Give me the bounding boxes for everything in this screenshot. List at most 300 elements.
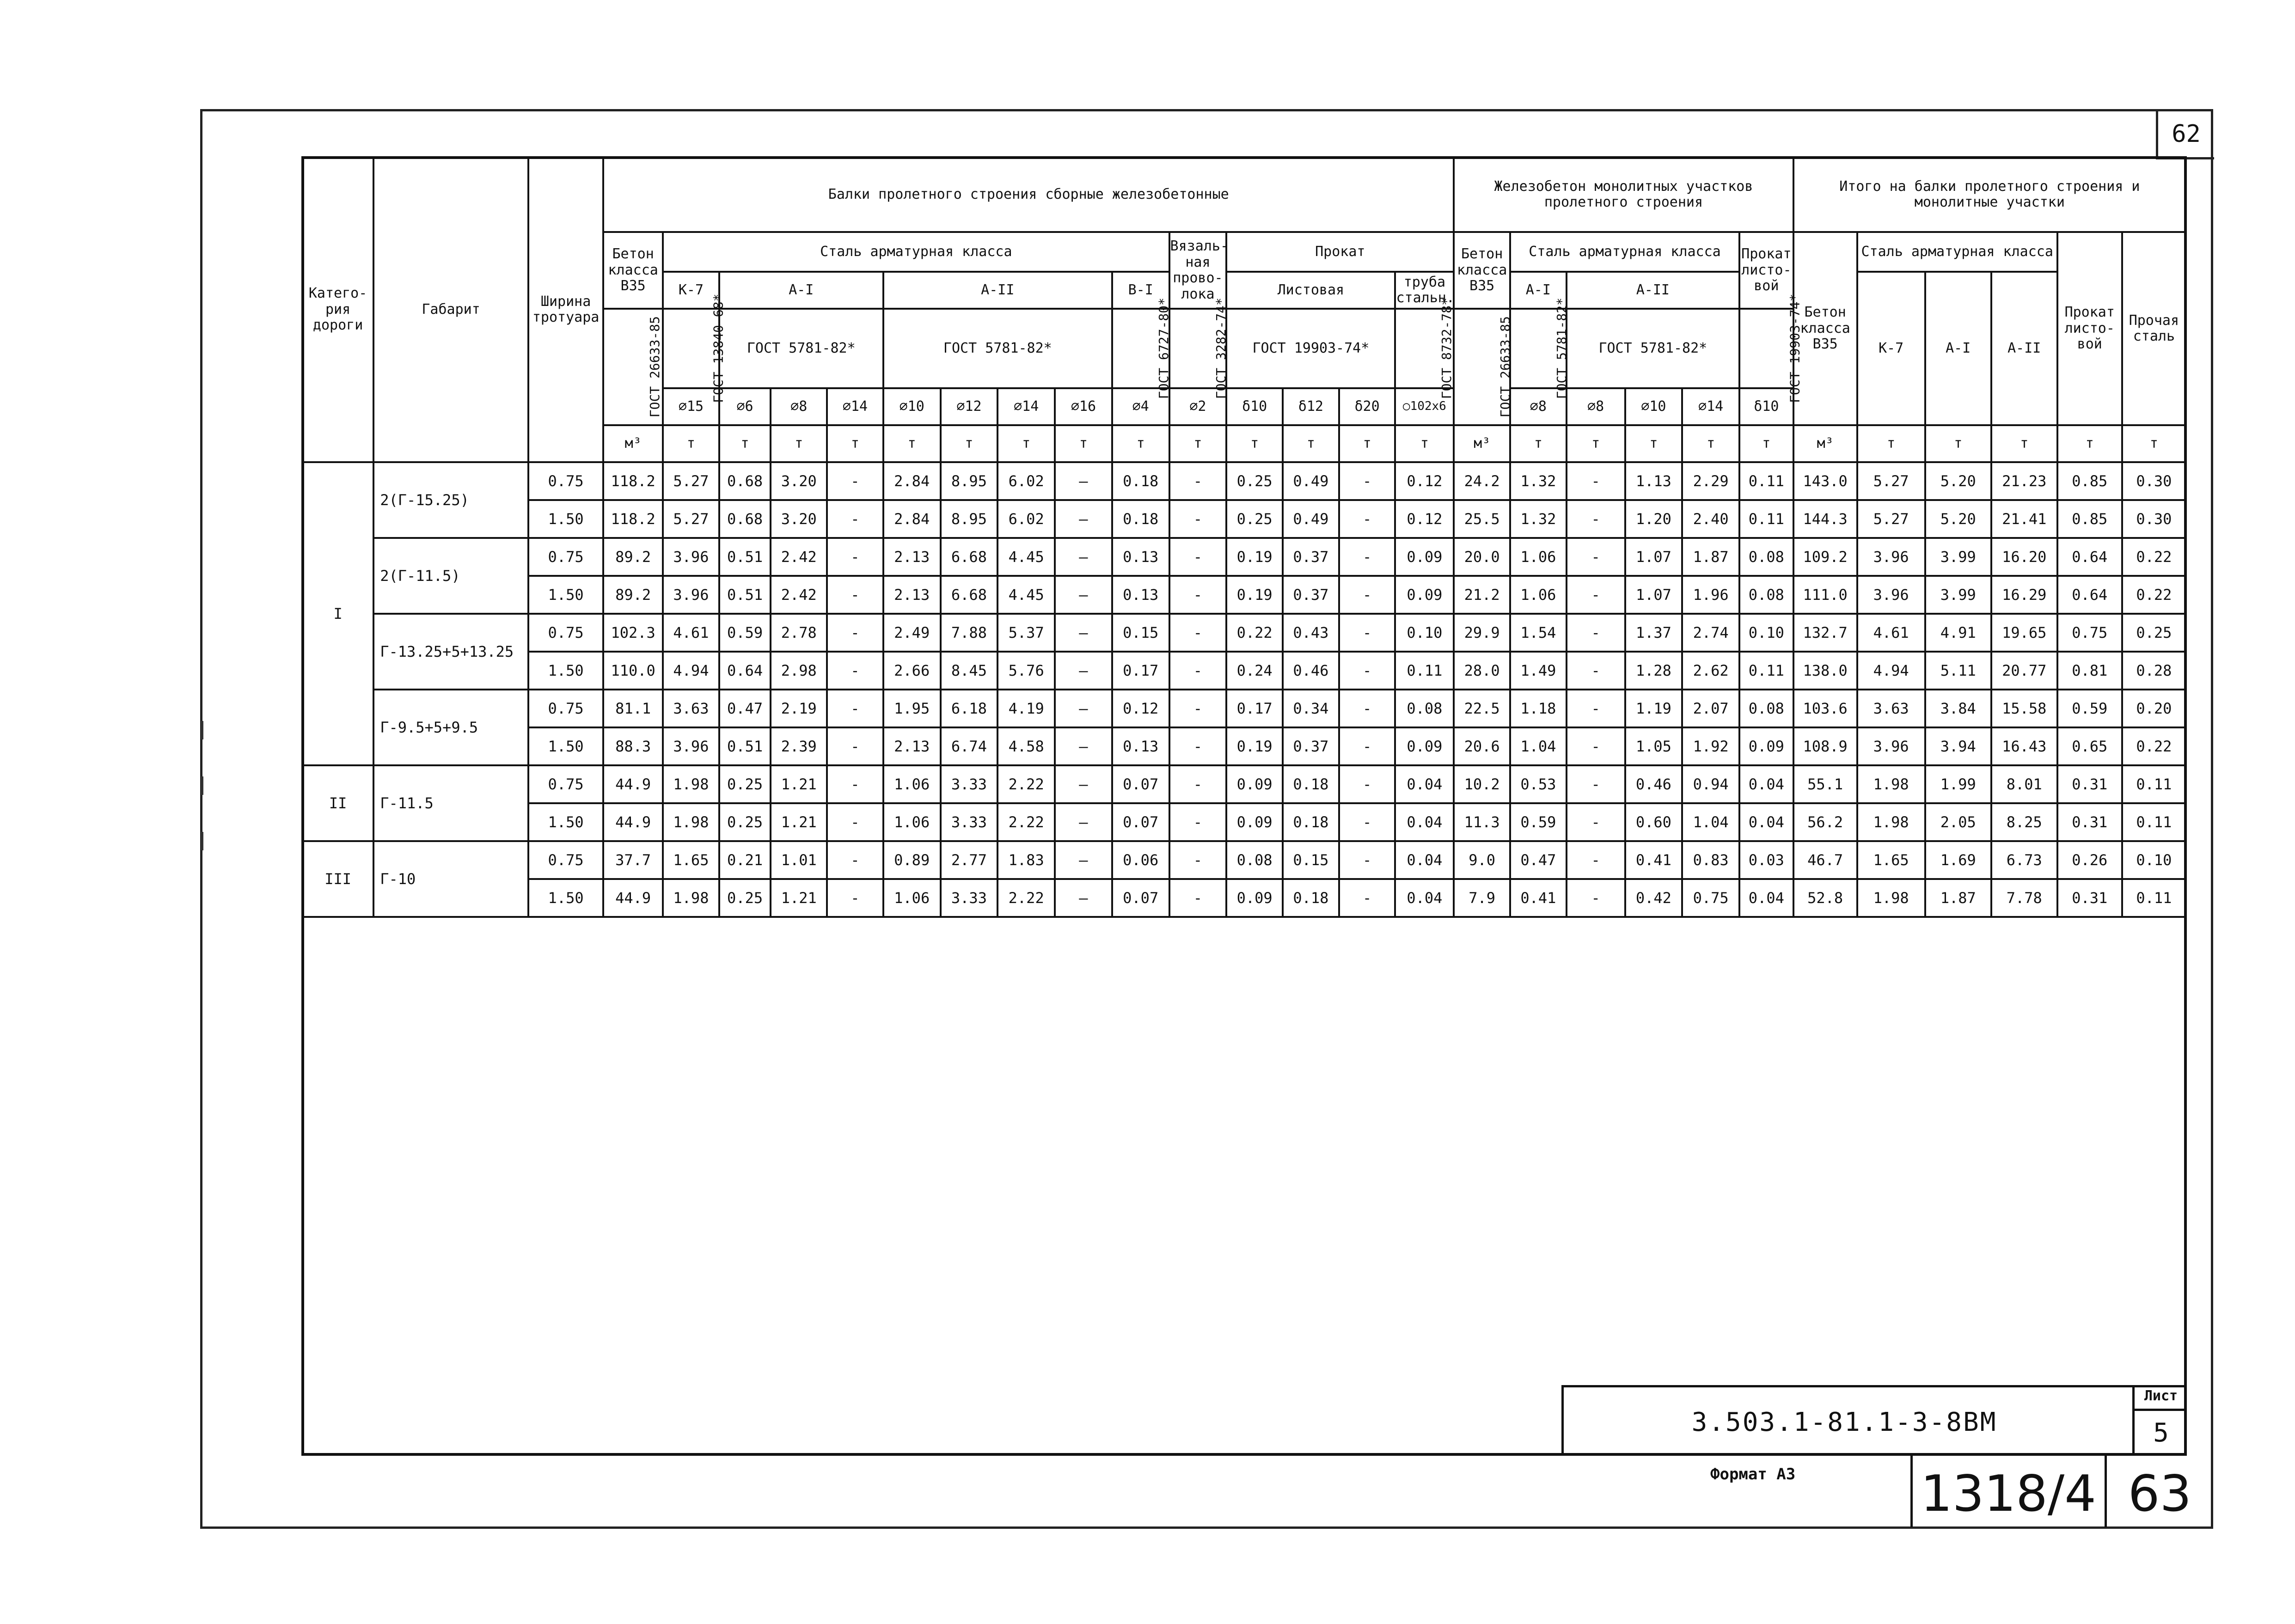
unit-cell: т: [827, 425, 883, 462]
value-cell: 0.19: [1226, 538, 1283, 576]
hdr-a1-total: А-I: [1925, 272, 1991, 425]
hdr-gost-8732: ГОСТ 8732-78*: [1395, 309, 1454, 388]
value-cell: -: [1169, 538, 1227, 576]
value-cell: 16.20: [1991, 538, 2057, 576]
value-cell: 0.07: [1112, 803, 1169, 841]
unit-cell: м³: [1793, 425, 1857, 462]
hdr-beton-mono: Бетон класса В35: [1454, 232, 1510, 309]
unit-cell: т: [2122, 425, 2186, 462]
value-cell: 1.65: [1857, 841, 1925, 879]
value-cell: 0.19: [1226, 727, 1283, 765]
value-cell: 0.17: [1226, 690, 1283, 727]
value-cell: 103.6: [1793, 690, 1857, 727]
value-cell: -: [1567, 727, 1625, 765]
value-cell: 1.06: [883, 765, 941, 803]
value-cell: 0.60: [1625, 803, 1683, 841]
value-cell: 0.15: [1283, 841, 1339, 879]
unit-cell: т: [1112, 425, 1169, 462]
value-cell: 6.02: [998, 500, 1055, 538]
value-cell: 0.46: [1283, 652, 1339, 690]
value-cell: 25.5: [1454, 500, 1510, 538]
value-cell: 7.78: [1991, 879, 2057, 917]
value-cell: 10.2: [1454, 765, 1510, 803]
value-cell: 5.27: [1857, 462, 1925, 500]
sidewalk-width-cell: 1.50: [528, 803, 603, 841]
value-cell: 2.49: [883, 614, 941, 652]
value-cell: 6.02: [998, 462, 1055, 500]
value-cell: 0.68: [719, 462, 771, 500]
value-cell: 0.10: [1739, 614, 1793, 652]
table-row: [302, 614, 2186, 652]
unit-cell: м³: [603, 425, 663, 462]
value-cell: -: [1169, 765, 1227, 803]
hdr-gost-26633-mono: ГОСТ 26633-85: [1454, 309, 1510, 425]
hdr-gost-13840: ГОСТ 13840-68*: [663, 309, 719, 388]
diam-cell: ⌀6: [719, 388, 771, 425]
value-cell: 4.58: [998, 727, 1055, 765]
value-cell: 143.0: [1793, 462, 1857, 500]
diam-cell: ⌀4: [1112, 388, 1169, 425]
value-cell: 2.39: [771, 727, 827, 765]
hdr-b1: В-I: [1112, 272, 1169, 309]
value-cell: –: [1055, 803, 1112, 841]
value-cell: -: [1339, 576, 1395, 614]
value-cell: -: [1339, 500, 1395, 538]
value-cell: 2.22: [998, 765, 1055, 803]
value-cell: -: [1339, 652, 1395, 690]
value-cell: 3.96: [1857, 727, 1925, 765]
value-cell: 1.87: [1682, 538, 1739, 576]
hdr-a2-total: А-II: [1991, 272, 2057, 425]
value-cell: –: [1055, 841, 1112, 879]
value-cell: 0.08: [1739, 538, 1793, 576]
diam-cell: ⌀10: [883, 388, 941, 425]
diam-cell: ⌀10: [1625, 388, 1683, 425]
value-cell: 8.95: [941, 500, 998, 538]
value-cell: 2.78: [771, 614, 827, 652]
unit-cell: т: [1283, 425, 1339, 462]
value-cell: 0.75: [1682, 879, 1739, 917]
value-cell: -: [827, 500, 883, 538]
value-cell: -: [1567, 652, 1625, 690]
value-cell: 0.04: [1395, 841, 1454, 879]
value-cell: 2.13: [883, 727, 941, 765]
value-cell: -: [1567, 841, 1625, 879]
gabarit-cell: 2(Г-15.25): [373, 462, 528, 538]
hdr-steel-beams: Сталь арматурная класса: [663, 232, 1169, 272]
sidewalk-width-cell: 1.50: [528, 500, 603, 538]
value-cell: -: [1339, 765, 1395, 803]
value-cell: 0.07: [1112, 879, 1169, 917]
copy-number: 63: [2128, 1465, 2192, 1523]
value-cell: 52.8: [1793, 879, 1857, 917]
page-number: 62: [2156, 111, 2214, 159]
value-cell: 1.92: [1682, 727, 1739, 765]
value-cell: 138.0: [1793, 652, 1857, 690]
value-cell: 0.49: [1283, 500, 1339, 538]
unit-cell: т: [1857, 425, 1925, 462]
value-cell: 0.04: [1395, 765, 1454, 803]
table-row: [302, 841, 2186, 879]
value-cell: 81.1: [603, 690, 663, 727]
value-cell: 37.7: [603, 841, 663, 879]
value-cell: 2.13: [883, 538, 941, 576]
value-cell: -: [1339, 462, 1395, 500]
hdr-gost-5781-a2: ГОСТ 5781-82*: [883, 309, 1112, 388]
hdr-gost-5781-mono-a1: ГОСТ 5781-82*: [1510, 309, 1567, 388]
value-cell: –: [1055, 462, 1112, 500]
value-cell: 6.74: [941, 727, 998, 765]
value-cell: 0.22: [1226, 614, 1283, 652]
unit-cell: т: [1510, 425, 1567, 462]
value-cell: 7.9: [1454, 879, 1510, 917]
unit-cell: т: [1682, 425, 1739, 462]
diam-cell: ⌀2: [1169, 388, 1227, 425]
value-cell: 0.47: [1510, 841, 1567, 879]
diam-cell: ⌀16: [1055, 388, 1112, 425]
value-cell: 29.9: [1454, 614, 1510, 652]
diam-cell: ⌀8: [1510, 388, 1567, 425]
value-cell: -: [1169, 841, 1227, 879]
value-cell: 0.11: [2122, 879, 2186, 917]
gabarit-cell: Г-13.25+5+13.25: [373, 614, 528, 690]
value-cell: 1.37: [1625, 614, 1683, 652]
value-cell: 2.98: [771, 652, 827, 690]
table-row: [302, 652, 2186, 690]
value-cell: -: [1169, 500, 1227, 538]
value-cell: 7.88: [941, 614, 998, 652]
margin-tick: [201, 721, 203, 739]
value-cell: 0.09: [1226, 803, 1283, 841]
value-cell: 0.31: [2057, 879, 2122, 917]
value-cell: 2.05: [1925, 803, 1991, 841]
value-cell: 4.61: [1857, 614, 1925, 652]
diam-cell: δ20: [1339, 388, 1395, 425]
value-cell: -: [827, 765, 883, 803]
value-cell: 3.96: [663, 727, 719, 765]
unit-cell: т: [1991, 425, 2057, 462]
value-cell: 0.11: [2122, 803, 2186, 841]
value-cell: 0.11: [1395, 652, 1454, 690]
value-cell: -: [1339, 841, 1395, 879]
value-cell: 0.37: [1283, 576, 1339, 614]
diam-cell: δ10: [1226, 388, 1283, 425]
hdr-gost-6727: ГОСТ 6727-80*: [1112, 309, 1169, 388]
value-cell: 2.77: [941, 841, 998, 879]
value-cell: 132.7: [1793, 614, 1857, 652]
value-cell: 0.04: [1739, 803, 1793, 841]
value-cell: 5.27: [663, 462, 719, 500]
value-cell: 15.58: [1991, 690, 2057, 727]
value-cell: 0.25: [719, 879, 771, 917]
value-cell: -: [1169, 690, 1227, 727]
hdr-gost-5781-mono-a2: ГОСТ 5781-82*: [1567, 309, 1739, 388]
value-cell: –: [1055, 727, 1112, 765]
value-cell: 0.37: [1283, 727, 1339, 765]
value-cell: 28.0: [1454, 652, 1510, 690]
value-cell: 20.6: [1454, 727, 1510, 765]
value-cell: 0.24: [1226, 652, 1283, 690]
value-cell: -: [1169, 576, 1227, 614]
diam-cell: ⌀14: [827, 388, 883, 425]
value-cell: 0.12: [1395, 500, 1454, 538]
hdr-gost-19903: ГОСТ 19903-74*: [1226, 309, 1395, 388]
value-cell: -: [1169, 652, 1227, 690]
value-cell: 2.22: [998, 803, 1055, 841]
sidewalk-width-cell: 0.75: [528, 841, 603, 879]
value-cell: 1.19: [1625, 690, 1683, 727]
value-cell: 0.22: [2122, 576, 2186, 614]
value-cell: 1.07: [1625, 538, 1683, 576]
value-cell: 118.2: [603, 500, 663, 538]
value-cell: 1.32: [1510, 500, 1567, 538]
value-cell: 4.94: [663, 652, 719, 690]
value-cell: 0.47: [719, 690, 771, 727]
value-cell: 0.09: [1395, 576, 1454, 614]
value-cell: -: [827, 652, 883, 690]
hdr-other-steel: Прочая сталь: [2122, 232, 2186, 425]
value-cell: 44.9: [603, 803, 663, 841]
hdr-group-total: Итого на балки пролетного строения и монолитные участки: [1793, 157, 2186, 232]
value-cell: -: [827, 841, 883, 879]
value-cell: 5.20: [1925, 500, 1991, 538]
value-cell: 5.27: [1857, 500, 1925, 538]
value-cell: 0.20: [2122, 690, 2186, 727]
value-cell: 2.84: [883, 500, 941, 538]
table-row: [302, 765, 2186, 803]
value-cell: 8.25: [1991, 803, 2057, 841]
value-cell: 1.06: [883, 803, 941, 841]
value-cell: 0.12: [1112, 690, 1169, 727]
gabarit-cell: 2(Г-11.5): [373, 538, 528, 614]
table-row: [302, 803, 2186, 841]
value-cell: 0.51: [719, 576, 771, 614]
category-cell: III: [302, 841, 373, 917]
value-cell: 3.20: [771, 462, 827, 500]
value-cell: 21.41: [1991, 500, 2057, 538]
value-cell: -: [1567, 462, 1625, 500]
value-cell: 20.0: [1454, 538, 1510, 576]
value-cell: 0.04: [1395, 879, 1454, 917]
value-cell: 5.76: [998, 652, 1055, 690]
value-cell: 0.09: [1226, 879, 1283, 917]
value-cell: -: [1567, 690, 1625, 727]
margin-tick: [201, 832, 203, 850]
value-cell: -: [1567, 576, 1625, 614]
unit-cell: т: [2057, 425, 2122, 462]
value-cell: 0.37: [1283, 538, 1339, 576]
value-cell: 1.13: [1625, 462, 1683, 500]
value-cell: 0.18: [1112, 500, 1169, 538]
value-cell: 0.28: [2122, 652, 2186, 690]
table-row: [302, 500, 2186, 538]
value-cell: 3.63: [1857, 690, 1925, 727]
gabarit-cell: Г-9.5+5+9.5: [373, 690, 528, 765]
value-cell: 0.07: [1112, 765, 1169, 803]
value-cell: 46.7: [1793, 841, 1857, 879]
value-cell: 0.89: [883, 841, 941, 879]
unit-cell: т: [1739, 425, 1793, 462]
value-cell: 3.20: [771, 500, 827, 538]
value-cell: 1.98: [1857, 879, 1925, 917]
value-cell: –: [1055, 576, 1112, 614]
sidewalk-width-cell: 1.50: [528, 727, 603, 765]
hdr-steel-total: Сталь арматурная класса: [1857, 232, 2057, 272]
value-cell: 11.3: [1454, 803, 1510, 841]
sheet-number: 5: [2153, 1418, 2169, 1448]
order-number: 1318/4: [1921, 1465, 2096, 1523]
value-cell: 0.15: [1112, 614, 1169, 652]
sidewalk-width-cell: 1.50: [528, 879, 603, 917]
value-cell: 1.28: [1625, 652, 1683, 690]
value-cell: 0.25: [2122, 614, 2186, 652]
value-cell: -: [1567, 500, 1625, 538]
value-cell: -: [1169, 614, 1227, 652]
value-cell: 0.46: [1625, 765, 1683, 803]
diam-cell: ○102х6: [1395, 388, 1454, 425]
value-cell: 2.62: [1682, 652, 1739, 690]
hdr-gost-26633: ГОСТ 26633-85: [603, 309, 663, 425]
value-cell: 16.43: [1991, 727, 2057, 765]
value-cell: 0.30: [2122, 500, 2186, 538]
hdr-a1: А-I: [719, 272, 883, 309]
hdr-steel-mono: Сталь арматурная класса: [1510, 232, 1739, 272]
value-cell: 0.12: [1395, 462, 1454, 500]
value-cell: 3.33: [941, 803, 998, 841]
value-cell: 1.04: [1682, 803, 1739, 841]
value-cell: 3.84: [1925, 690, 1991, 727]
value-cell: 1.65: [663, 841, 719, 879]
drawing-code: 3.503.1-81.1-3-8ВМ: [1691, 1407, 1997, 1437]
value-cell: 0.42: [1625, 879, 1683, 917]
hdr-pipe: труба стальн.: [1395, 272, 1454, 309]
sidewalk-width-cell: 0.75: [528, 690, 603, 727]
value-cell: 0.13: [1112, 727, 1169, 765]
hdr-prokat-sheet-total: Прокат листо-вой: [2057, 232, 2122, 425]
value-cell: 88.3: [603, 727, 663, 765]
value-cell: -: [1567, 803, 1625, 841]
value-cell: 2.66: [883, 652, 941, 690]
value-cell: 4.91: [1925, 614, 1991, 652]
value-cell: 0.41: [1625, 841, 1683, 879]
value-cell: 1.54: [1510, 614, 1567, 652]
table-row: [302, 879, 2186, 917]
value-cell: 6.18: [941, 690, 998, 727]
value-cell: 21.23: [1991, 462, 2057, 500]
sidewalk-width-cell: 1.50: [528, 576, 603, 614]
hdr-k7-total: К-7: [1857, 272, 1925, 425]
unit-cell: т: [1925, 425, 1991, 462]
value-cell: -: [827, 462, 883, 500]
value-cell: 6.73: [1991, 841, 2057, 879]
unit-cell: т: [719, 425, 771, 462]
value-cell: 89.2: [603, 576, 663, 614]
unit-cell: т: [1625, 425, 1683, 462]
value-cell: 5.20: [1925, 462, 1991, 500]
value-cell: 102.3: [603, 614, 663, 652]
value-cell: 5.11: [1925, 652, 1991, 690]
value-cell: –: [1055, 765, 1112, 803]
value-cell: 110.0: [603, 652, 663, 690]
table-row: [302, 538, 2186, 576]
unit-cell: т: [1169, 425, 1227, 462]
value-cell: 0.26: [2057, 841, 2122, 879]
value-cell: 3.94: [1925, 727, 1991, 765]
value-cell: -: [1339, 690, 1395, 727]
value-cell: 2.19: [771, 690, 827, 727]
value-cell: 108.9: [1793, 727, 1857, 765]
unit-cell: т: [1226, 425, 1283, 462]
value-cell: 1.21: [771, 765, 827, 803]
value-cell: 0.34: [1283, 690, 1339, 727]
value-cell: –: [1055, 614, 1112, 652]
value-cell: 8.95: [941, 462, 998, 500]
unit-cell: т: [941, 425, 998, 462]
table-row: [302, 690, 2186, 727]
value-cell: 0.49: [1283, 462, 1339, 500]
value-cell: 0.18: [1112, 462, 1169, 500]
table-row: [302, 727, 2186, 765]
hdr-gost-5781-a1: ГОСТ 5781-82*: [719, 309, 883, 388]
value-cell: 2.42: [771, 538, 827, 576]
sheet-label: Лист: [2144, 1388, 2178, 1404]
value-cell: 0.65: [2057, 727, 2122, 765]
value-cell: 20.77: [1991, 652, 2057, 690]
value-cell: -: [1339, 803, 1395, 841]
value-cell: 1.04: [1510, 727, 1567, 765]
value-cell: 3.96: [663, 538, 719, 576]
value-cell: 0.21: [719, 841, 771, 879]
value-cell: -: [827, 803, 883, 841]
value-cell: 16.29: [1991, 576, 2057, 614]
value-cell: 0.68: [719, 500, 771, 538]
value-cell: 0.11: [1739, 500, 1793, 538]
value-cell: 109.2: [1793, 538, 1857, 576]
value-cell: 3.99: [1925, 576, 1991, 614]
value-cell: -: [827, 879, 883, 917]
value-cell: 0.64: [2057, 538, 2122, 576]
value-cell: 3.33: [941, 765, 998, 803]
value-cell: 0.18: [1283, 879, 1339, 917]
sidewalk-width-cell: 0.75: [528, 614, 603, 652]
value-cell: 0.43: [1283, 614, 1339, 652]
hdr-gabarit: Габарит: [373, 157, 528, 462]
value-cell: 1.06: [883, 879, 941, 917]
value-cell: 1.98: [663, 879, 719, 917]
value-cell: 1.49: [1510, 652, 1567, 690]
value-cell: 0.31: [2057, 803, 2122, 841]
value-cell: 2.42: [771, 576, 827, 614]
value-cell: -: [1339, 538, 1395, 576]
value-cell: -: [1169, 879, 1227, 917]
diam-cell: ⌀8: [1567, 388, 1625, 425]
unit-cell: т: [1395, 425, 1454, 462]
value-cell: 2.40: [1682, 500, 1739, 538]
value-cell: -: [827, 614, 883, 652]
value-cell: 3.63: [663, 690, 719, 727]
value-cell: 5.37: [998, 614, 1055, 652]
value-cell: 0.25: [719, 803, 771, 841]
value-cell: 2.22: [998, 879, 1055, 917]
value-cell: 1.21: [771, 879, 827, 917]
value-cell: 3.96: [1857, 576, 1925, 614]
title-block-divider: [2132, 1385, 2135, 1456]
value-cell: 1.69: [1925, 841, 1991, 879]
value-cell: 0.08: [1739, 576, 1793, 614]
value-cell: 118.2: [603, 462, 663, 500]
value-cell: -: [1567, 614, 1625, 652]
value-cell: 0.17: [1112, 652, 1169, 690]
